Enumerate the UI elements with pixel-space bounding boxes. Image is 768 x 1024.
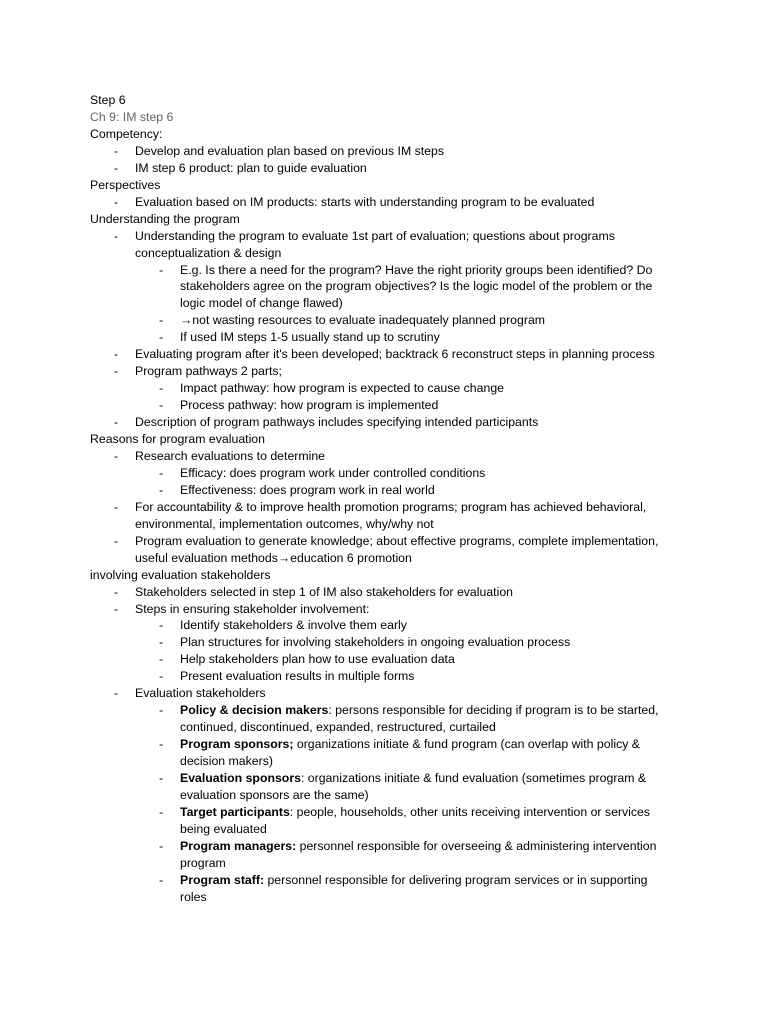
line-text: Effectiveness: does program work in real world — [180, 482, 435, 497]
list-item — [159, 702, 659, 719]
bullet-dash: - — [114, 601, 119, 616]
line-text: : organizations initiate & fund evaluation (sometimes program & — [300, 771, 647, 785]
list-item — [159, 668, 415, 685]
list-item — [180, 719, 496, 736]
list-item — [180, 889, 207, 906]
line-text: Program pathways 2 parts; — [135, 364, 282, 379]
line-text: Plan structures for involving stakeholders in ongoing evaluation process — [180, 635, 571, 650]
line-text: Understanding the program — [90, 211, 240, 226]
bullet-dash: - — [159, 330, 164, 345]
line-text: evaluation sponsors are the same) — [180, 787, 369, 802]
line-text: Help stakeholders plan how to use evaluation data — [180, 652, 455, 667]
line-text: Ch 9: IM step 6 — [90, 110, 174, 124]
list-item — [159, 804, 651, 821]
line-text: useful evaluation methods→education 6 promotion — [135, 550, 412, 565]
term-label: Program managers: — [180, 838, 297, 853]
bullet-dash: - — [159, 838, 164, 853]
list-item — [114, 601, 370, 618]
bullet-dash: - — [114, 143, 119, 158]
line-text: Evaluation stakeholders — [135, 686, 266, 701]
bullet-dash: - — [114, 686, 119, 701]
bullet-dash: - — [159, 465, 164, 480]
line-text: Reasons for program evaluation — [90, 432, 265, 446]
section-heading — [90, 211, 240, 228]
line-text: Evaluation based on IM products: starts with understanding program to be evaluated — [135, 194, 595, 209]
section-heading — [90, 431, 265, 448]
list-item — [114, 584, 514, 601]
line-text: Efficacy: does program work under controlled conditions — [180, 465, 486, 480]
line-text: Impact pathway: how program is expected to cause change — [180, 381, 505, 396]
bullet-dash: - — [159, 262, 164, 277]
line-text: Perspectives — [90, 177, 161, 192]
list-item — [135, 550, 412, 567]
list-item — [159, 465, 486, 482]
list-item — [180, 787, 369, 804]
line-text: program — [180, 855, 226, 870]
list-item — [114, 160, 367, 177]
term-label: Program staff: — [180, 872, 265, 887]
line-text: being evaluated — [180, 821, 267, 836]
line-text: Develop and evaluation plan based on previous IM steps — [135, 143, 444, 158]
list-item — [114, 499, 647, 516]
list-item — [180, 821, 267, 838]
line-text: Step 6 — [90, 93, 126, 107]
list-item — [159, 262, 653, 279]
bullet-dash: - — [159, 313, 164, 328]
list-item — [135, 245, 281, 262]
list-item — [114, 363, 282, 380]
bullet-dash: - — [159, 771, 164, 785]
list-item — [159, 770, 647, 787]
bullet-dash: - — [114, 415, 119, 430]
line-text: If used IM steps 1-5 usually stand up to scrutiny — [180, 330, 440, 345]
line-text: environmental, implementation outcomes, why/why not — [135, 516, 434, 531]
line-text: roles — [180, 889, 207, 904]
list-item — [135, 516, 434, 533]
list-item — [159, 651, 455, 668]
list-item — [159, 634, 571, 651]
line-text: decision makers) — [180, 754, 273, 768]
list-item — [114, 346, 655, 363]
bullet-dash: - — [114, 584, 119, 599]
bullet-dash: - — [159, 482, 164, 497]
list-item — [159, 312, 546, 329]
list-item — [114, 143, 444, 160]
bullet-dash: - — [114, 228, 119, 243]
line-text: Description of program pathways includes specifying intended participants — [135, 415, 539, 430]
section-heading — [90, 567, 270, 584]
list-item — [114, 685, 266, 702]
list-item — [114, 228, 615, 245]
list-item — [159, 329, 440, 346]
list-item — [159, 872, 648, 889]
line-text: logic model of change flawed) — [180, 296, 343, 311]
bullet-dash: - — [159, 635, 164, 650]
list-item — [180, 753, 273, 770]
line-text: Process pathway: how program is implemented — [180, 398, 439, 413]
line-text: →not wasting resources to evaluate inadequately planned program — [180, 313, 546, 328]
section-heading — [90, 126, 162, 143]
bullet-dash: - — [159, 398, 164, 413]
list-item — [114, 533, 659, 550]
bullet-dash: - — [114, 347, 119, 362]
list-item — [114, 194, 595, 211]
bullet-dash: - — [159, 381, 164, 396]
line-text: Understanding the program to evaluate 1st part of evaluation; questions about programs — [135, 228, 615, 243]
list-item — [114, 448, 326, 465]
line-text: For accountability & to improve health promotion programs; program has achieved behavioral, — [135, 499, 647, 514]
list-item — [180, 295, 343, 312]
line-text: stakeholders agree on the program objectives? Is the logic model of the problem or the — [180, 279, 653, 294]
line-text: Present evaluation results in multiple forms — [180, 669, 415, 684]
bullet-dash: - — [114, 533, 119, 548]
term-label: Target participants — [180, 804, 290, 819]
term-label: Evaluation sponsors — [180, 771, 301, 785]
bullet-dash: - — [159, 652, 164, 667]
line-text: conceptualization & design — [135, 245, 282, 260]
line-text: Competency: — [90, 126, 163, 141]
line-text: personnel responsible for delivering program services or in supporting — [264, 872, 648, 887]
list-item — [159, 397, 439, 414]
bullet-dash: - — [159, 804, 164, 819]
line-text: Stakeholders selected in step 1 of IM also stakeholders for evaluation — [135, 584, 514, 599]
section-heading — [90, 177, 160, 194]
list-item — [180, 278, 652, 295]
line-text: Steps in ensuring stakeholder involvement: — [135, 601, 370, 616]
bullet-dash: - — [159, 872, 164, 887]
line-text: Evaluating program after it's been developed; backtrack 6 reconstruct steps in planning process — [135, 347, 655, 362]
section-heading — [90, 92, 126, 109]
list-item — [159, 736, 640, 753]
bullet-dash: - — [114, 499, 119, 514]
line-text: organizations initiate & fund program (can overlap with policy & — [293, 737, 640, 752]
list-item — [159, 380, 505, 397]
line-text: continued, discontinued, expanded, restructured, curtailed — [180, 720, 496, 735]
bullet-dash: - — [114, 194, 119, 209]
bullet-dash: - — [159, 618, 164, 633]
line-text: personnel responsible for overseeing & administering intervention — [296, 838, 657, 853]
list-item — [180, 855, 226, 872]
list-item — [159, 482, 435, 499]
term-label: Program sponsors; — [180, 737, 294, 752]
bullet-dash: - — [159, 737, 164, 752]
term-label: Policy & decision makers — [180, 703, 329, 718]
list-item — [114, 414, 539, 431]
line-text: E.g. Is there a need for the program? Have the right priority groups been identified? Do — [180, 262, 653, 277]
line-text: : persons responsible for deciding if program is to be started, — [328, 703, 659, 718]
list-item — [159, 617, 407, 634]
section-heading — [90, 109, 173, 126]
bullet-dash: - — [114, 160, 119, 175]
bullet-dash: - — [114, 448, 119, 463]
list-item — [159, 838, 657, 855]
line-text: Identify stakeholders & involve them early — [180, 618, 407, 633]
bullet-dash: - — [159, 669, 164, 684]
line-text: IM step 6 product: plan to guide evaluation — [135, 160, 367, 175]
bullet-dash: - — [114, 364, 119, 379]
line-text: Program evaluation to generate knowledge; about effective programs, complete implementation, — [135, 533, 659, 548]
line-text: involving evaluation stakeholders — [90, 567, 271, 582]
line-text: Research evaluations to determine — [135, 448, 326, 463]
bullet-dash: - — [159, 703, 164, 718]
line-text: : people, households, other units receiving intervention or services — [289, 804, 651, 819]
